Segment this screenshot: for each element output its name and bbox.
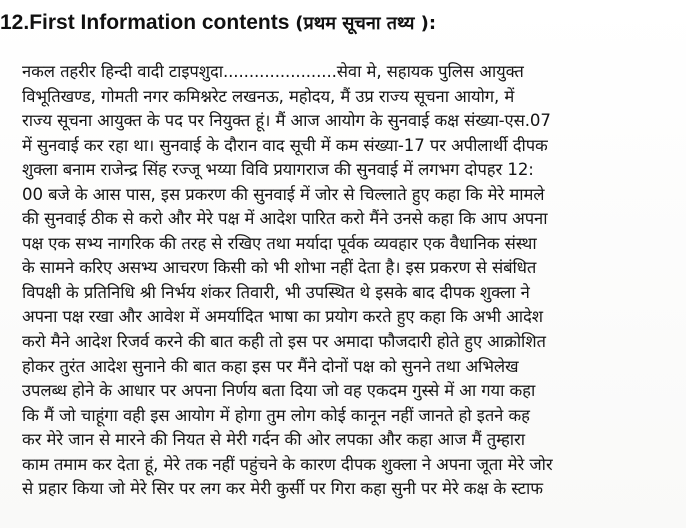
text-line: 00 बजे के आस पास, इस प्रकरण की सुनवाई में जोर से चिल्लाते हुए कहा कि मेरे मामले	[22, 184, 545, 204]
text-line: में सुनवाई कर रहा था। सुनवाई के दौरान वाद सूची में कम संख्या-17 पर अपीलार्थी दीपक	[22, 135, 548, 155]
text-line: के सामने करिए असभ्य आचरण किसी को भी शोभा नहीं देता है। इस प्रकरण से संबंधित	[22, 258, 537, 278]
text-line: कर मेरे जान से मारने की नियत से मेरी गर्दन की ओर लपका और कहा आज मैं तुम्हारा	[22, 430, 525, 450]
text-line: अपना पक्ष रखा और आवेश में अमर्यादित भाषा का प्रयोग करते हुए कहा कि अभी आदेश	[22, 307, 543, 327]
section-title-hindi: (प्रथम सूचना तथ्य ):	[295, 13, 437, 34]
first-information-text	[22, 60, 672, 502]
text-line: करो मैने आदेश रिजर्व करने की बात कही तो इस पर अमादा फौजदारी होते हुए आक्रोशित	[22, 332, 546, 352]
text-line: कि मैं जो चाहूंगा वही इस आयोग में होगा तुम लोग कोई कानून नहीं जानते हो इतने कह	[22, 405, 530, 425]
section-heading	[0, 10, 436, 37]
text-line: विभूतिखण्ड, गोमती नगर कमिश्नरेट लखनऊ, महोदय, मैं उप्र राज्य सूचना आयोग, में	[22, 86, 515, 106]
section-title-english: First Information contents	[29, 11, 290, 34]
text-line: होकर तुरंत आदेश सुनाने की बात कहा इस पर मैंने दोनों पक्ष को सुनने तथा अभिलेख	[22, 356, 519, 376]
text-line: की सुनवाई ठीक से करो और मेरे पक्ष में आदेश पारित करो मैंने उनसे कहा कि आप अपना	[22, 209, 548, 229]
text-line: पक्ष एक सभ्य नागरिक की तरह से रखिए तथा मर्यादा पूर्वक व्यवहार एक वैधानिक संस्था	[22, 233, 537, 253]
section-number: 12.	[0, 11, 30, 34]
text-line: शुक्ला बनाम राजेन्द्र सिंह रज्जू भय्या विवि प्रयागराज की सुनवाई में लगभग दोपहर 12:	[22, 160, 534, 180]
text-line: उपलब्ध होने के आधार पर अपना निर्णय बता दिया जो वह एकदम गुस्से में आ गया कहा	[22, 381, 536, 401]
text-line: नकल तहरीर हिन्दी वादी टाइपशुदा......................सेवा मे, सहायक पुलिस आयुक्त	[22, 62, 524, 81]
text-line: राज्य सूचना आयुक्त के पद पर नियुक्त हूं। मैं आज आयोग के सुनवाई कक्ष संख्या-एस.07	[22, 111, 551, 131]
text-line: विपक्षी के प्रतिनिधि श्री निर्भय शंकर तिवारी, भी उपस्थित थे इसके बाद दीपक शुक्ला ने	[22, 282, 530, 302]
text-line: से प्रहार किया जो मेरे सिर पर लग कर मेरी कुर्सी पर गिरा कहा सुनी पर मेरे कक्ष के स्टाफ	[22, 479, 543, 499]
text-line: काम तमाम कर देता हूं, मेरे तक नहीं पहुंचने के कारण दीपक शुक्ला ने अपना जूता मेरे जोर	[22, 454, 553, 474]
